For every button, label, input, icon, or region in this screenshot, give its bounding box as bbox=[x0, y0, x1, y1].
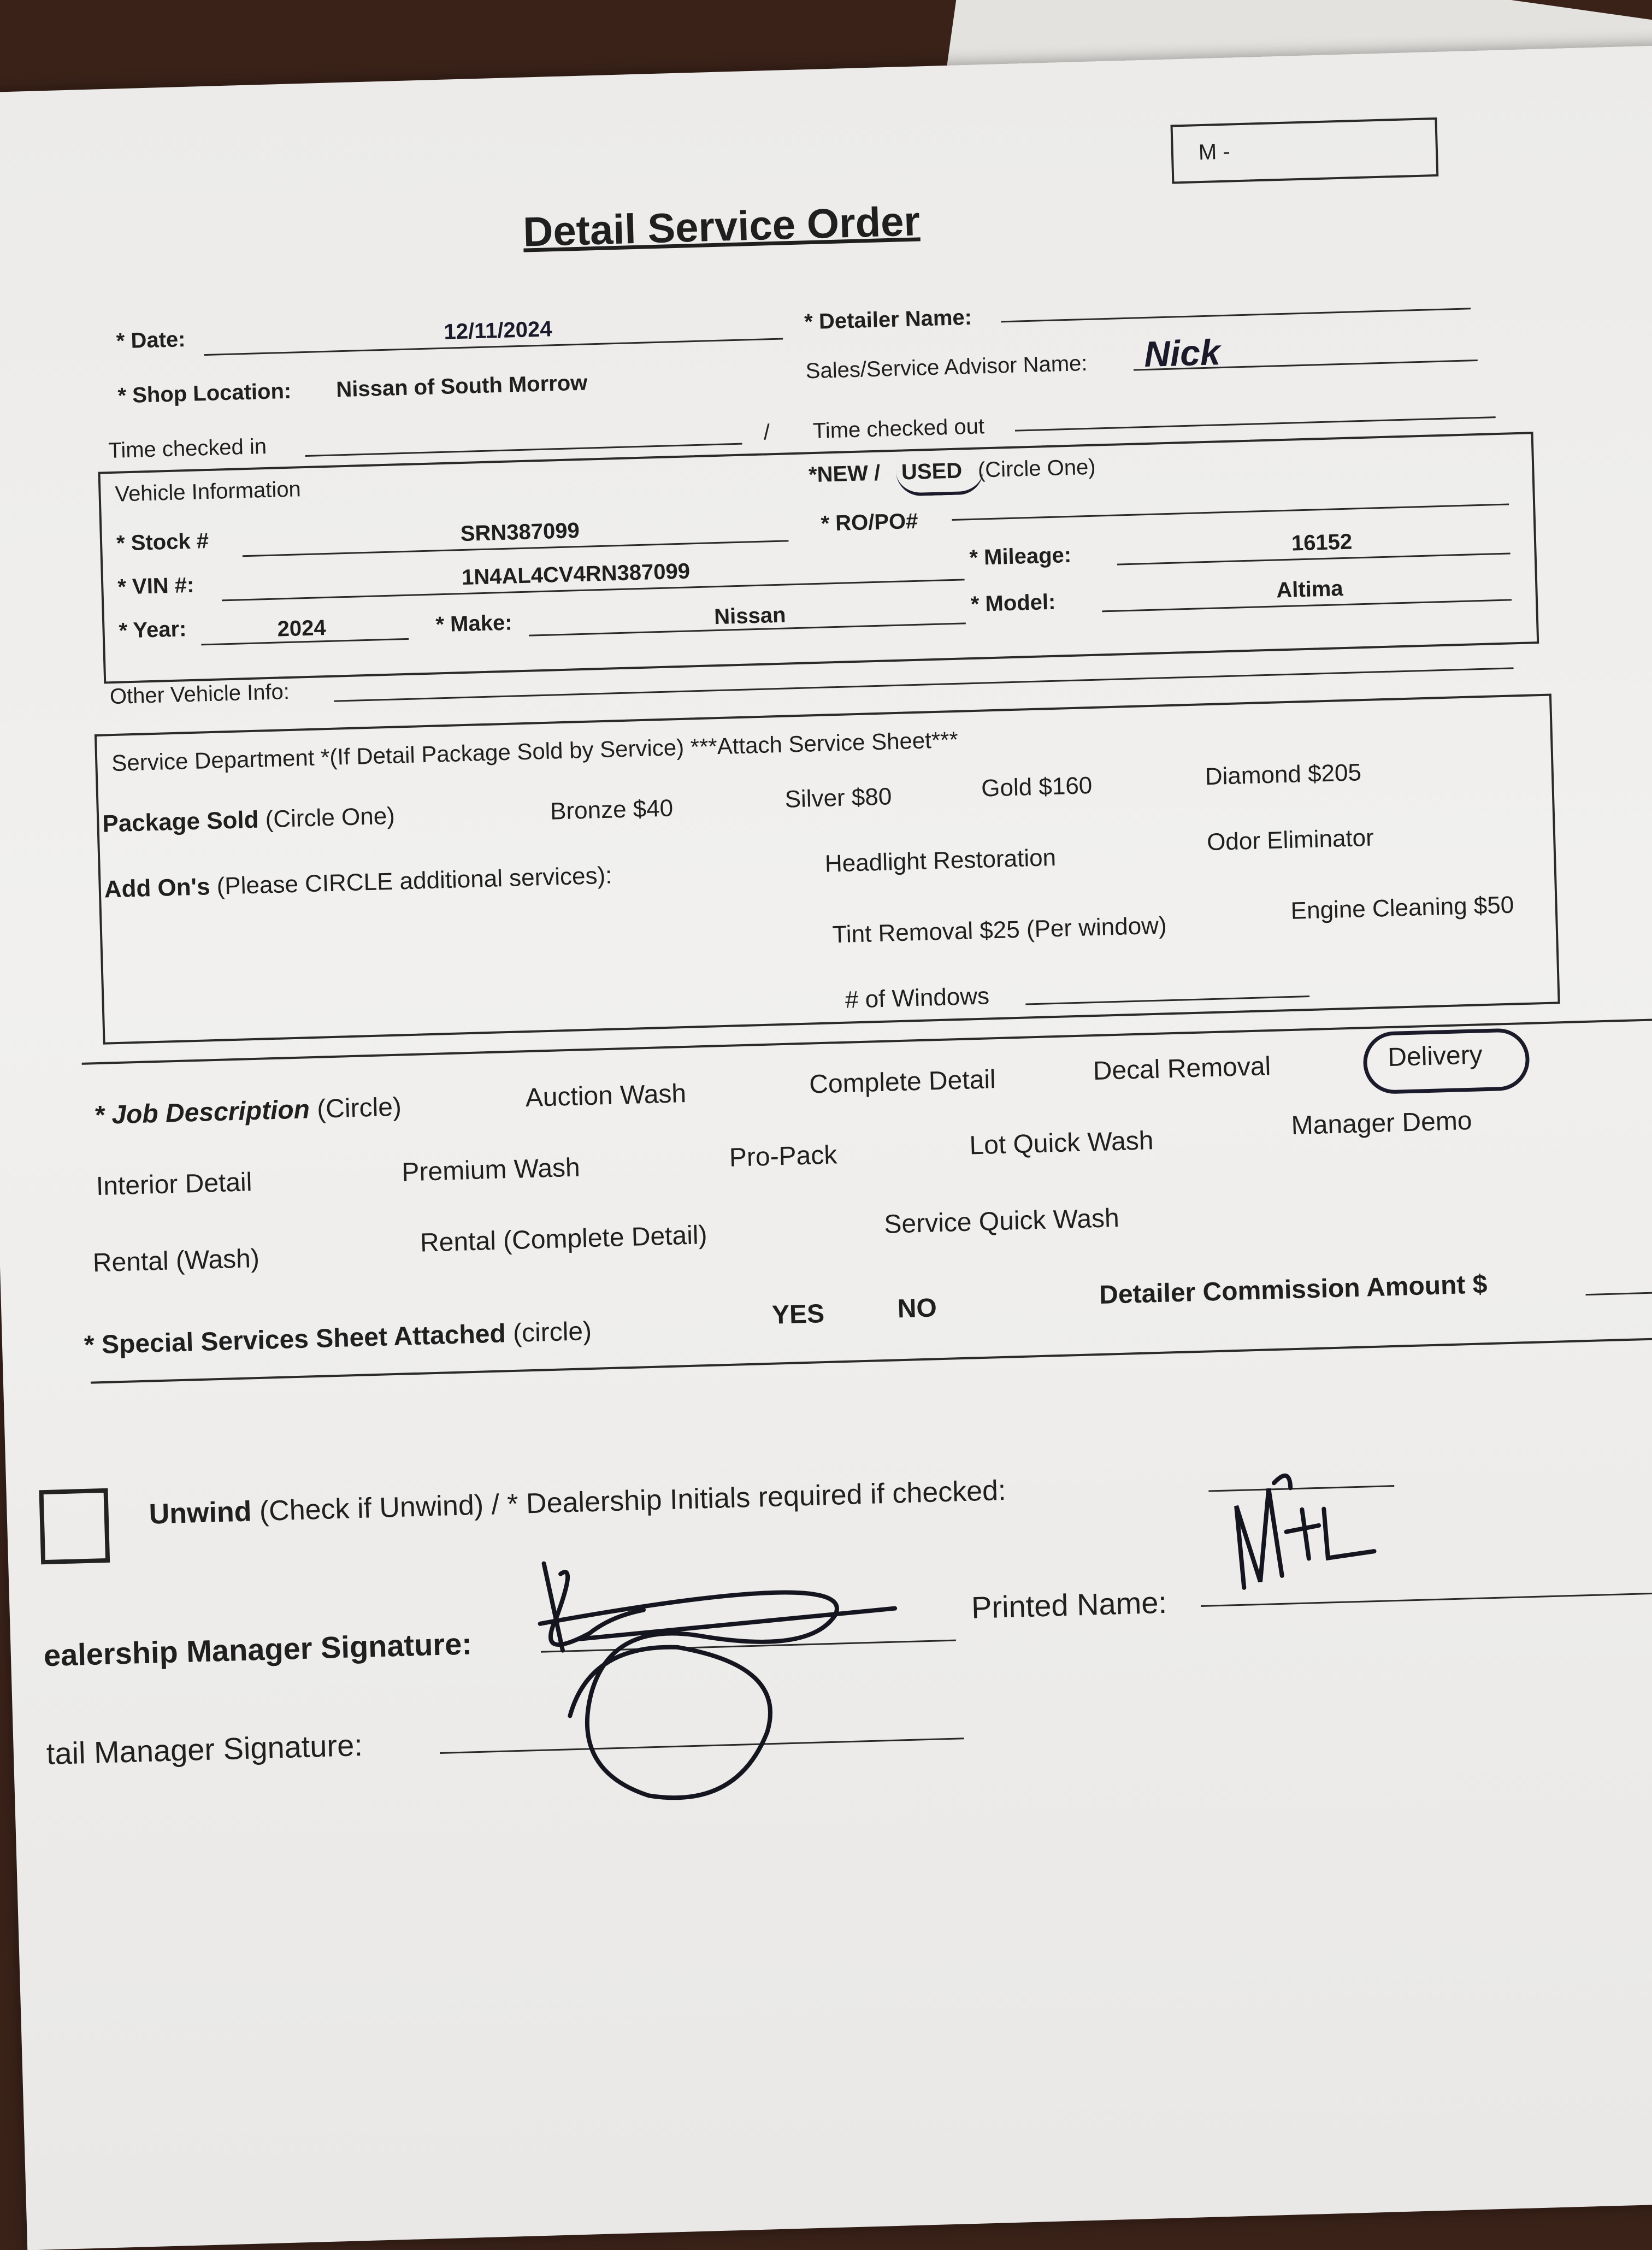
job-interior-detail[interactable]: Interior Detail bbox=[96, 1168, 253, 1201]
addon-headlight-restoration[interactable]: Headlight Restoration bbox=[824, 844, 1057, 877]
year-value[interactable]: 2024 bbox=[277, 616, 327, 641]
other-vehicle-info-line[interactable] bbox=[334, 667, 1513, 702]
vin-value[interactable]: 1N4AL4CV4RN387099 bbox=[461, 559, 691, 590]
advisor-name-value: Nick bbox=[1143, 332, 1221, 375]
package-gold[interactable]: Gold $160 bbox=[981, 772, 1093, 802]
special-services-instruction: (circle) bbox=[512, 1316, 592, 1348]
special-services-yes[interactable]: YES bbox=[771, 1299, 825, 1330]
detailer-name-label: * Detailer Name: bbox=[804, 305, 972, 334]
job-manager-demo[interactable]: Manager Demo bbox=[1290, 1106, 1473, 1141]
manager-signature-handwriting bbox=[478, 1554, 479, 1555]
time-out-line[interactable] bbox=[1015, 416, 1496, 432]
order-number-label: M - bbox=[1198, 139, 1231, 165]
date-value[interactable]: 12/11/2024 bbox=[443, 317, 553, 344]
job-decal-removal[interactable]: Decal Removal bbox=[1093, 1052, 1271, 1086]
new-used-instruction: (Circle One) bbox=[977, 455, 1096, 482]
stock-label: * Stock # bbox=[116, 528, 209, 556]
time-out-label: Time checked out bbox=[812, 414, 985, 444]
job-complete-detail[interactable]: Complete Detail bbox=[809, 1065, 996, 1099]
shop-location-value: Nissan of South Morrow bbox=[335, 370, 588, 402]
advisor-name-label: Sales/Service Advisor Name: bbox=[805, 351, 1088, 384]
detailer-name-line[interactable] bbox=[1001, 308, 1471, 322]
job-delivery[interactable]: Delivery bbox=[1387, 1040, 1483, 1073]
used-option[interactable]: USED bbox=[901, 458, 963, 485]
model-value[interactable]: Altima bbox=[1276, 576, 1344, 603]
unwind-label bbox=[149, 1474, 1006, 1531]
job-service-quick-wash[interactable]: Service Quick Wash bbox=[883, 1203, 1120, 1239]
dealership-initials-line[interactable] bbox=[1208, 1485, 1394, 1492]
package-sold-instruction: (Circle One) bbox=[265, 802, 396, 833]
package-bronze[interactable]: Bronze $40 bbox=[550, 794, 674, 825]
special-services-no[interactable]: NO bbox=[897, 1293, 937, 1324]
manager-signature-label: ealership Manager Signature: bbox=[43, 1626, 473, 1673]
detail-manager-signature-label: tail Manager Signature: bbox=[46, 1727, 363, 1771]
time-in-label: Time checked in bbox=[108, 434, 267, 463]
unwind-checkbox[interactable] bbox=[39, 1488, 110, 1564]
other-vehicle-info-label: Other Vehicle Info: bbox=[109, 679, 290, 709]
vehicle-info-label: Vehicle Information bbox=[115, 477, 302, 506]
service-order-sheet bbox=[0, 45, 1652, 2250]
addon-odor-eliminator[interactable]: Odor Eliminator bbox=[1206, 824, 1374, 856]
delivery-circle-mark bbox=[1362, 1028, 1530, 1094]
model-label: * Model: bbox=[970, 590, 1056, 617]
commission-label: Detailer Commission Amount $ bbox=[1099, 1270, 1488, 1310]
job-description-title: * Job Description bbox=[93, 1095, 310, 1130]
addons-title: Add On's bbox=[104, 873, 211, 903]
special-services-title: * Special Services Sheet Attached bbox=[84, 1319, 506, 1360]
addon-tint-removal[interactable]: Tint Removal $25 (Per window) bbox=[831, 912, 1167, 949]
job-auction-wash[interactable]: Auction Wash bbox=[525, 1079, 687, 1113]
mileage-value[interactable]: 16152 bbox=[1291, 529, 1353, 556]
job-description-instruction: (Circle) bbox=[316, 1092, 402, 1124]
job-rental-wash[interactable]: Rental (Wash) bbox=[92, 1244, 260, 1278]
addons-instruction: (Please CIRCLE additional services): bbox=[216, 862, 613, 900]
page-title: Detail Service Order bbox=[522, 198, 921, 256]
time-separator: / bbox=[763, 420, 770, 445]
job-pro-pack[interactable]: Pro-Pack bbox=[729, 1140, 838, 1173]
mileage-label: * Mileage: bbox=[969, 543, 1072, 570]
package-silver[interactable]: Silver $80 bbox=[784, 783, 892, 813]
addon-engine-cleaning[interactable]: Engine Cleaning $50 bbox=[1290, 891, 1514, 924]
date-label: * Date: bbox=[116, 327, 186, 354]
job-premium-wash[interactable]: Premium Wash bbox=[401, 1153, 581, 1187]
job-rental-complete-detail[interactable]: Rental (Complete Detail) bbox=[420, 1221, 708, 1258]
printed-name-line[interactable] bbox=[1201, 1591, 1652, 1607]
year-label: * Year: bbox=[118, 617, 187, 643]
package-diamond[interactable]: Diamond $205 bbox=[1205, 759, 1362, 791]
printed-name-label: Printed Name: bbox=[971, 1585, 1167, 1625]
make-value[interactable]: Nissan bbox=[713, 603, 787, 629]
make-label: * Make: bbox=[435, 610, 513, 637]
job-lot-quick-wash[interactable]: Lot Quick Wash bbox=[969, 1126, 1154, 1161]
ro-po-label: * RO/PO# bbox=[821, 509, 919, 536]
windows-count-label: # of Windows bbox=[845, 982, 990, 1014]
service-department-label: Service Department *(If Detail Package Sold by Service) ***Attach Service Sheet*** bbox=[111, 726, 959, 776]
vin-label: * VIN #: bbox=[117, 573, 194, 599]
new-option[interactable]: *NEW / bbox=[808, 461, 881, 487]
unwind-title: Unwind bbox=[148, 1495, 252, 1530]
detail-manager-signature-line[interactable] bbox=[440, 1737, 964, 1754]
stock-value[interactable]: SRN387099 bbox=[460, 519, 580, 546]
shop-location-label: * Shop Location: bbox=[117, 379, 292, 408]
package-sold-title: Package Sold bbox=[102, 806, 259, 838]
unwind-instruction: (Check if Unwind) / * Dealership Initials required if checked: bbox=[259, 1474, 1007, 1528]
time-in-line[interactable] bbox=[305, 443, 742, 457]
